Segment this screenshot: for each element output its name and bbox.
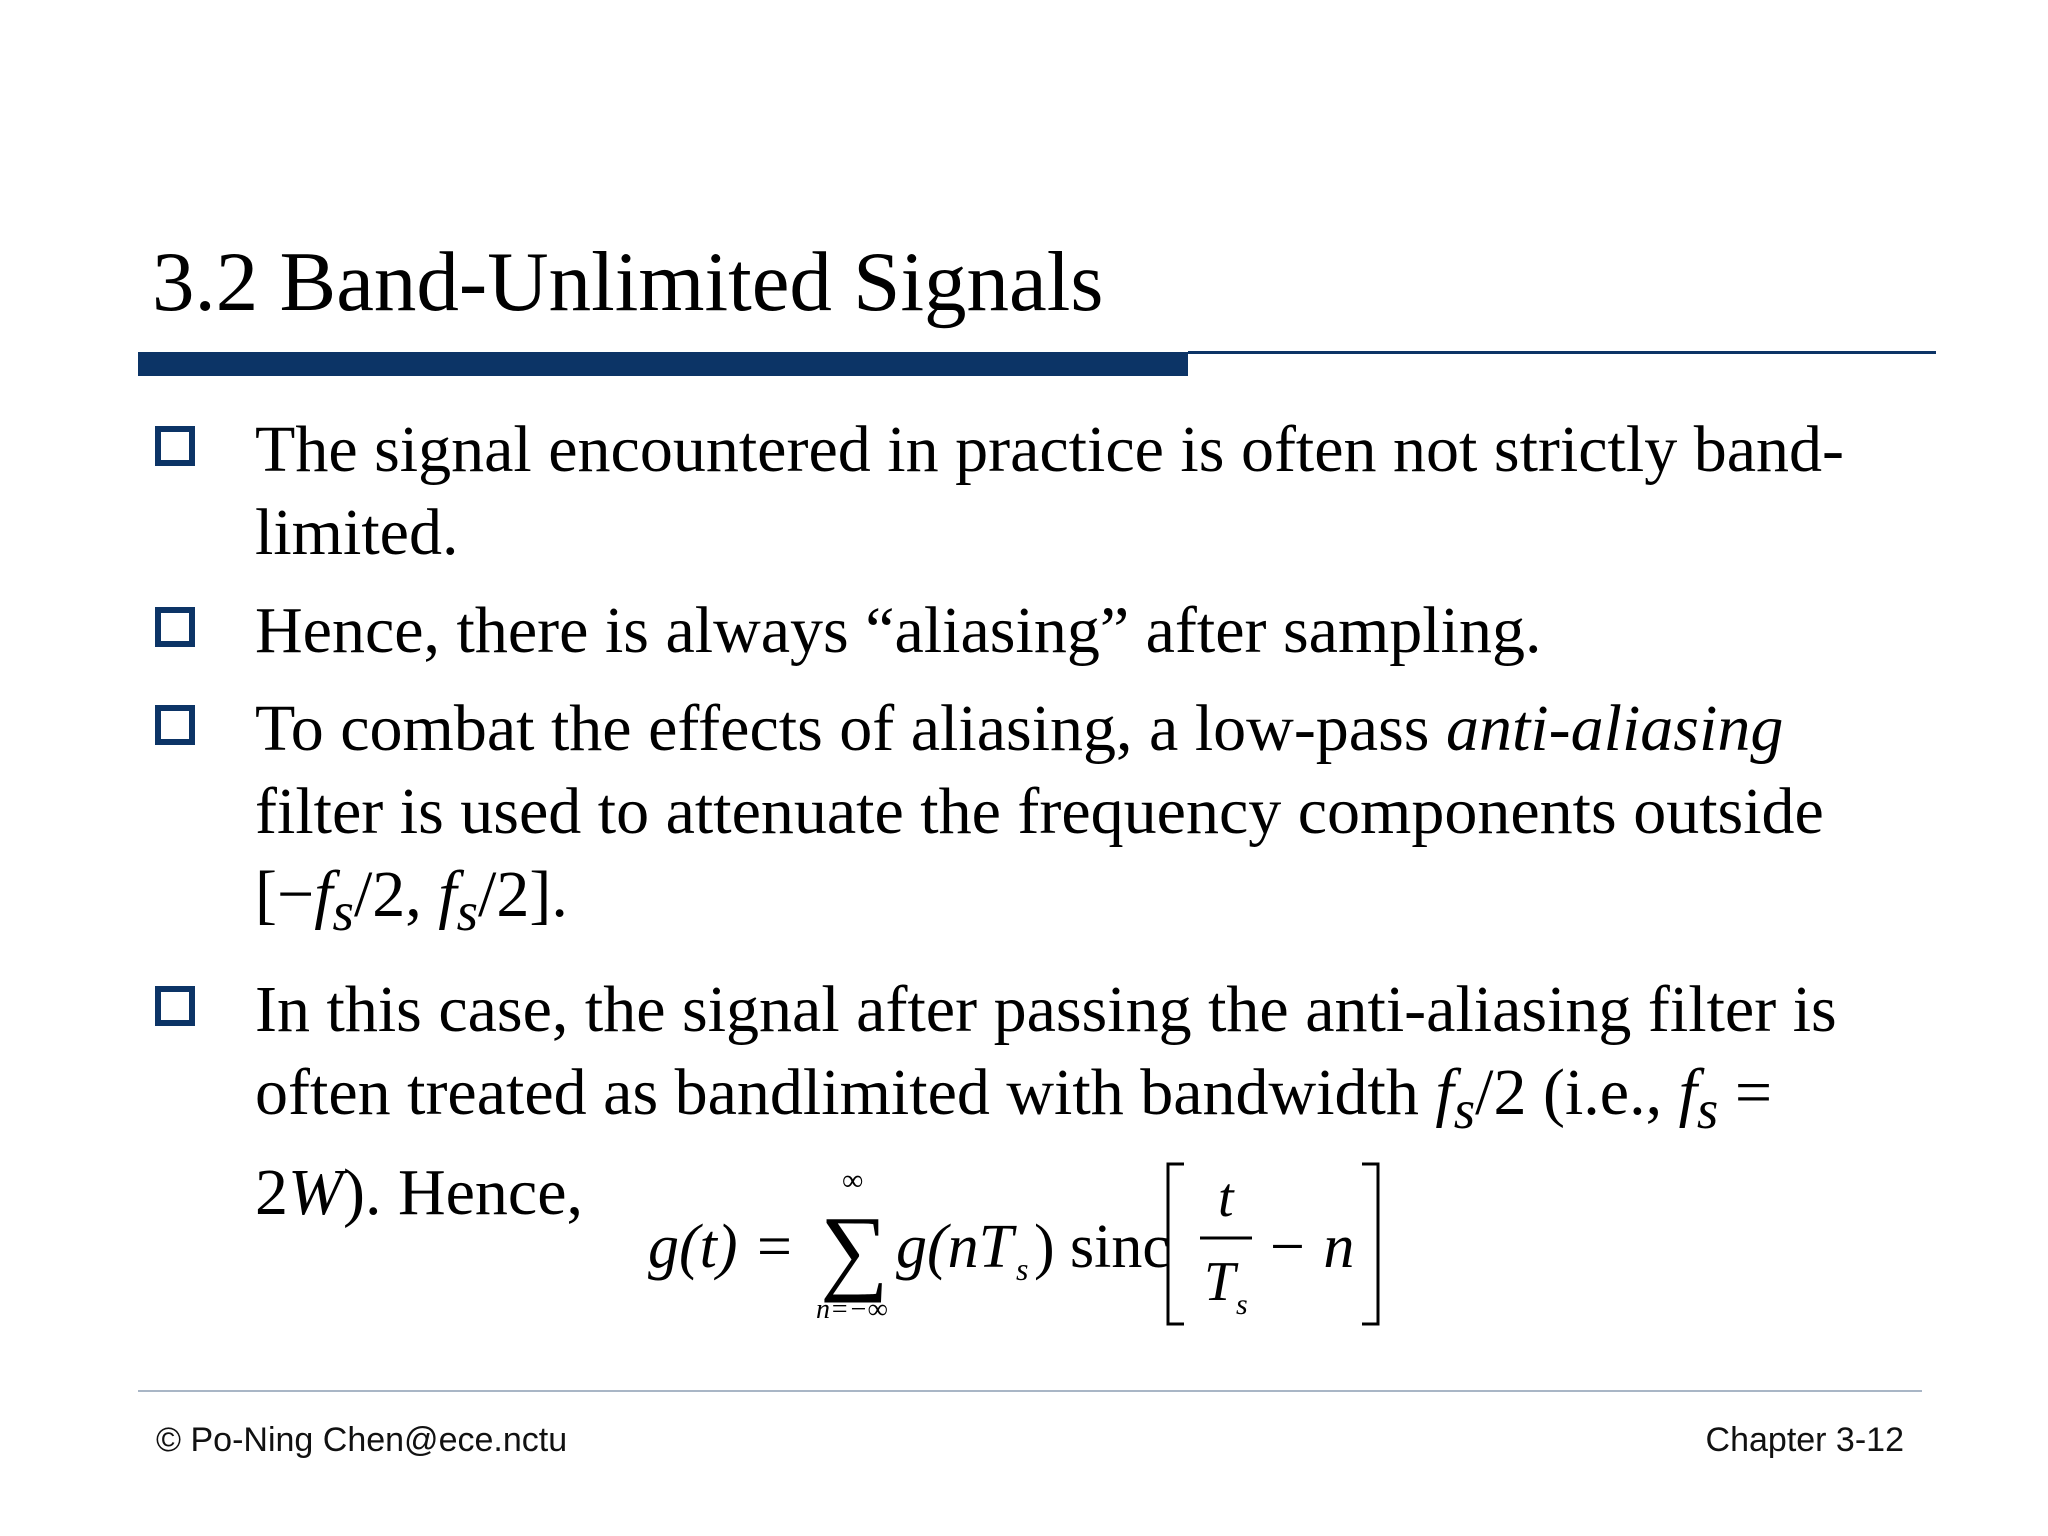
square-bullet-icon (155, 705, 195, 745)
bullet-text: ). Hence, (342, 1156, 584, 1230)
equation-minus-n: − n (1266, 1213, 1355, 1281)
fraction-denominator: T (1204, 1251, 1236, 1313)
bullet-emphasis: anti-aliasing (1445, 692, 1784, 765)
bullet-list (152, 408, 1912, 1249)
interval-open: [− (255, 858, 315, 931)
slide-title: 3.2 Band-Unlimited Signals (152, 235, 1104, 329)
equation-lhs: g(t) = (648, 1213, 795, 1281)
bullet-text: /2 (i.e., (1475, 1056, 1679, 1130)
math-sub-s: s (332, 881, 354, 943)
equation-term-subscript: s (1016, 1251, 1029, 1287)
interval-mid: /2, (353, 858, 439, 931)
math-f: f (314, 858, 333, 931)
equation-term: g(nT (896, 1213, 1014, 1281)
math-w: W (288, 1156, 343, 1230)
fraction-numerator: t (1218, 1167, 1234, 1229)
math-f: f (1435, 1056, 1454, 1130)
square-bullet-icon (155, 426, 195, 466)
fraction-denominator-subscript: s (1236, 1288, 1248, 1321)
title-underline-thin (1188, 351, 1936, 354)
bullet-text: Hence, there is always “aliasing” after sampling. (255, 594, 1542, 667)
equation-svg (648, 1160, 1388, 1330)
bullet-text: The signal encountered in practice is often not strictly band-limited. (255, 413, 1844, 569)
math-sub-s: s (456, 881, 479, 943)
sum-lower-limit: n=−∞ (816, 1294, 888, 1325)
math-sub-s: s (1453, 1079, 1476, 1141)
bullet-item-2 (152, 589, 1912, 672)
bullet-text: In this case, the signal after passing the anti-aliasing filter is often treated as bandlimited with bandwidth (255, 973, 1837, 1130)
footer-page-number: Chapter 3-12 (1705, 1421, 1904, 1459)
footer-copyright: © Po-Ning Chen@ece.nctu (156, 1421, 568, 1459)
footer-divider (138, 1390, 1922, 1392)
equation-term-close: ) (1034, 1213, 1055, 1281)
left-bracket (1168, 1164, 1184, 1324)
sum-upper-limit: ∞ (842, 1164, 864, 1197)
square-bullet-icon (155, 986, 195, 1026)
bullet-text: = 2 (255, 1056, 1773, 1230)
bullet-item-3 (152, 687, 1912, 953)
math-sub-s: s (1696, 1079, 1719, 1141)
bullet-text: filter is used to attenuate the frequency components outside (255, 775, 1824, 848)
reconstruction-equation (648, 1160, 1388, 1330)
bullet-item-1 (152, 408, 1912, 574)
sum-symbol: ∑ (820, 1196, 889, 1303)
title-underline-thick (138, 352, 1188, 376)
right-bracket (1362, 1164, 1378, 1324)
square-bullet-icon (155, 607, 195, 647)
math-f: f (438, 858, 457, 931)
math-f: f (1678, 1056, 1697, 1130)
interval-close: /2]. (478, 858, 568, 931)
equation-sinc: sinc (1070, 1213, 1170, 1281)
bullet-text: To combat the effects of aliasing, a low-pass (255, 692, 1446, 765)
